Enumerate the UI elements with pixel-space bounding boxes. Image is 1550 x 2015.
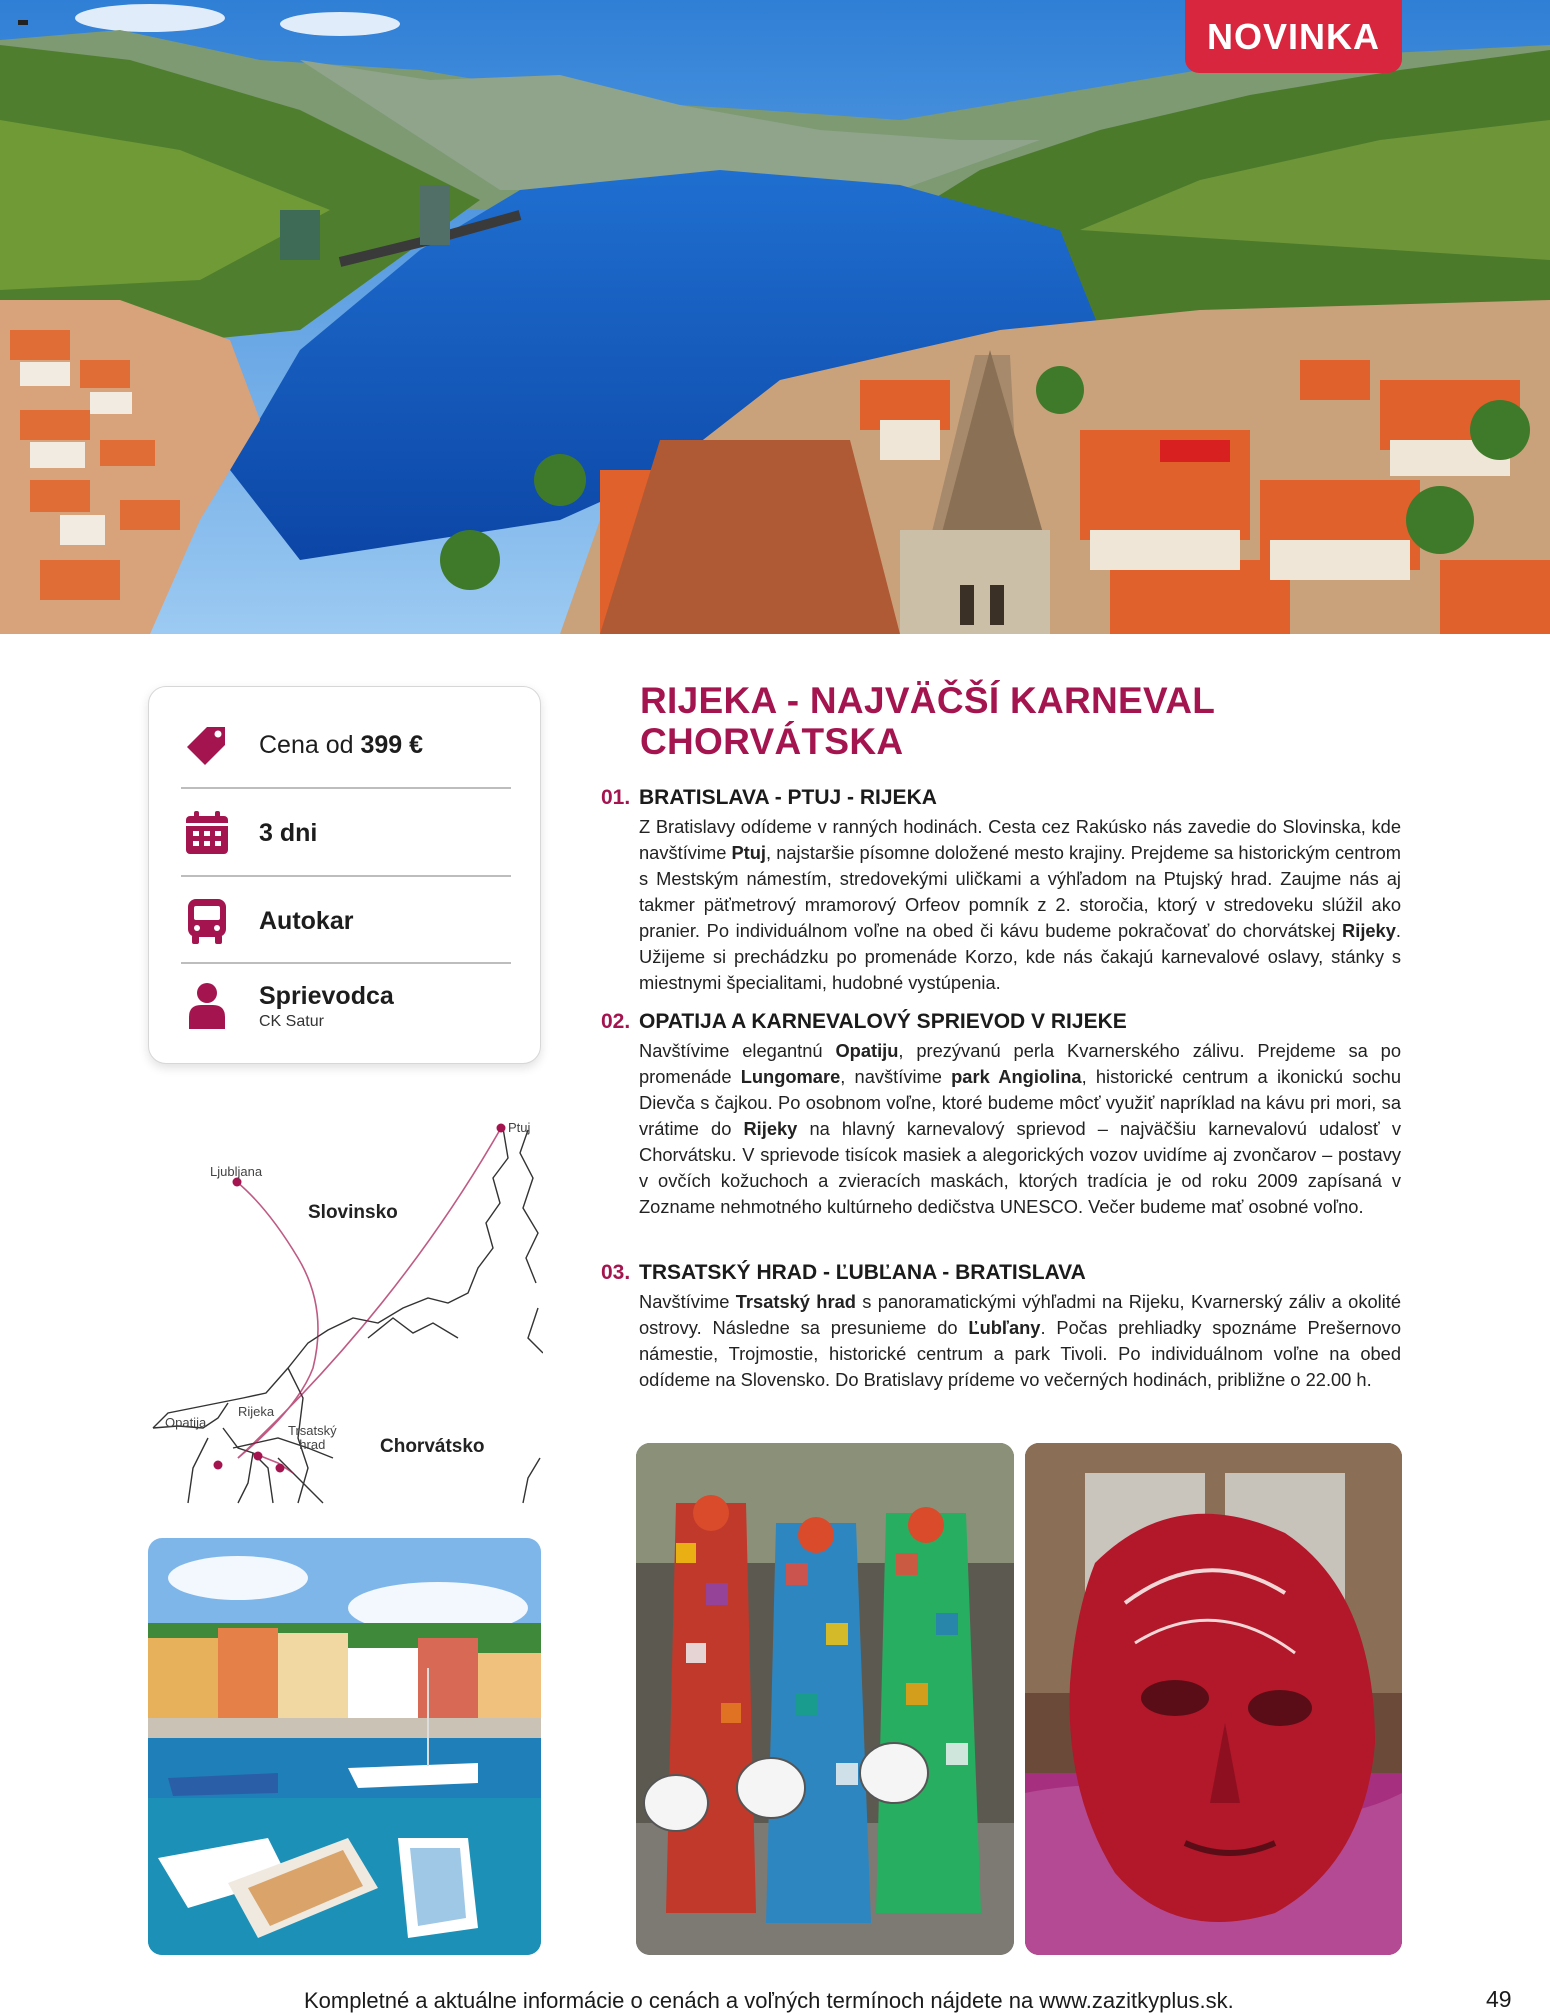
price-prefix: Cena od [259,730,354,759]
guide-row [181,980,511,1032]
itinerary-day-2 [601,1010,1401,1220]
guide-sub: CK Satur [259,1012,324,1030]
itinerary-day-1 [601,786,1401,996]
day-title: BRATISLAVA - PTUJ - RIJEKA [639,786,937,809]
page-title: RIJEKA - NAJVÄČŠÍ KARNEVAL CHORVÁTSKA [640,680,1216,762]
map-label-slovinsko: Slovinsko [308,1202,398,1223]
day-title: TRSATSKÝ HRAD - ĽUBĽANA - BRATISLAVA [639,1261,1086,1284]
transport-row [181,895,511,947]
map-label-ljubljana: Ljubljana [210,1164,263,1179]
itinerary-day-3 [601,1261,1401,1393]
harbour-photo [148,1538,541,1955]
duration-value: 3 dni [259,818,318,847]
day-description: Navštívime Trsatský hrad s panoramatickými výhľadmi na Rijeku, Kvarnerský záliv a okolité ostrovy. Následne sa presunieme do Ľubľany. Počas prehliadky spoznáme Prešernovo námestie, Trojmostie, historické centrum a park Tivoli. Po individuálnom voľne na obed odídeme na Slovensko. Do Bratislavy prídeme vo večerných hodinách, približne o 22.00 h. [639,1291,1402,1390]
price-tag-icon [181,719,233,771]
divider [181,962,511,964]
divider [181,875,511,877]
corner-mark [18,20,28,25]
page-number: 49 [1486,1986,1512,2012]
price-row [181,719,511,771]
red-mask-photo [1025,1443,1402,1955]
bus-icon [181,895,233,947]
map-label-ptuj: Ptuj [508,1120,531,1135]
novinka-badge: NOVINKA [1185,0,1402,73]
duration-row [181,807,511,859]
map-label-chorvatsko: Chorvátsko [380,1436,485,1457]
day-title: OPATIJA A KARNEVALOVÝ SPRIEVOD V RIJEKE [639,1010,1127,1033]
day-number: 01. [601,786,631,809]
transport-value: Autokar [259,906,354,935]
trip-info-card [148,686,541,1064]
guide-value: Sprievodca [259,981,394,1010]
divider [181,787,511,789]
map-label-rijeka: Rijeka [238,1404,275,1419]
map-label-hrad: hrad [299,1437,326,1452]
hero-photo [0,0,1550,634]
day-number: 02. [601,1010,631,1033]
map-label-opatija: Opatija [165,1415,207,1430]
footer-note: Kompletné a aktuálne informácie o cenách a voľných termínoch nájdete na www.zazitkyplus.sk. [304,1988,1234,2013]
calendar-icon [181,807,233,859]
route-map [148,1108,543,1513]
day-description: Navštívime elegantnú Opatiju, prezývanú perla Kvarnerského zálivu. Prejdeme sa po promenáde Lungomare, navštívime park Angiolina, historické centrum a ikonickú sochu Dievča s čajkou. Po osobnom voľne, ktoré budeme môcť využiť napríklad na kávu pri mori, sa vrátime do Rijeky na hlavný karnevalový sprievod – najväčšiu karnevalovú udalosť v Chorvátsku. V sprievode tisícok masiek a alegorických vozov uvidíme aj zvončarov – postavy v ovčích kožuchoch a zvieracích maskách, ktorých tradícia je od roku 2009 zapísaná v Zozname nehmotného kultúrneho dedičstva UNESCO. Večer budeme mať osobné voľno. [639,1040,1401,1217]
carnival-parade-photo [636,1443,1014,1955]
price-value: 399 € [360,730,424,759]
person-icon [181,980,233,1032]
map-label-trsatsky: Trsatský [288,1423,337,1438]
day-number: 03. [601,1261,631,1284]
bay-town-illustration [0,0,1550,634]
day-description: Z Bratislavy odídeme v ranných hodinách. Cesta cez Rakúsko nás zavedie do Slovinska, kde navštívime Ptuj, najstaršie písomne doložené mesto krajiny. Prejdeme sa historickým centrom s Mestským námestím, stredovekými uličkami a výhľadom na Ptujský hrad. Zaujme nás aj takmer päťmetrový mramorový Orfeov pomník z 2. storočia, ktorý v stredoveku slúžil ako pranier. Po individuálnom voľne na obed či kávu budeme pokračovať do chorvátskej Rijeky. Užijeme si prechádzku po promenáde Korzo, kde nás čakajú karnevalové oslavy, stánky s miestnymi špecialitami, hudobné vystúpenia. [639,816,1401,993]
